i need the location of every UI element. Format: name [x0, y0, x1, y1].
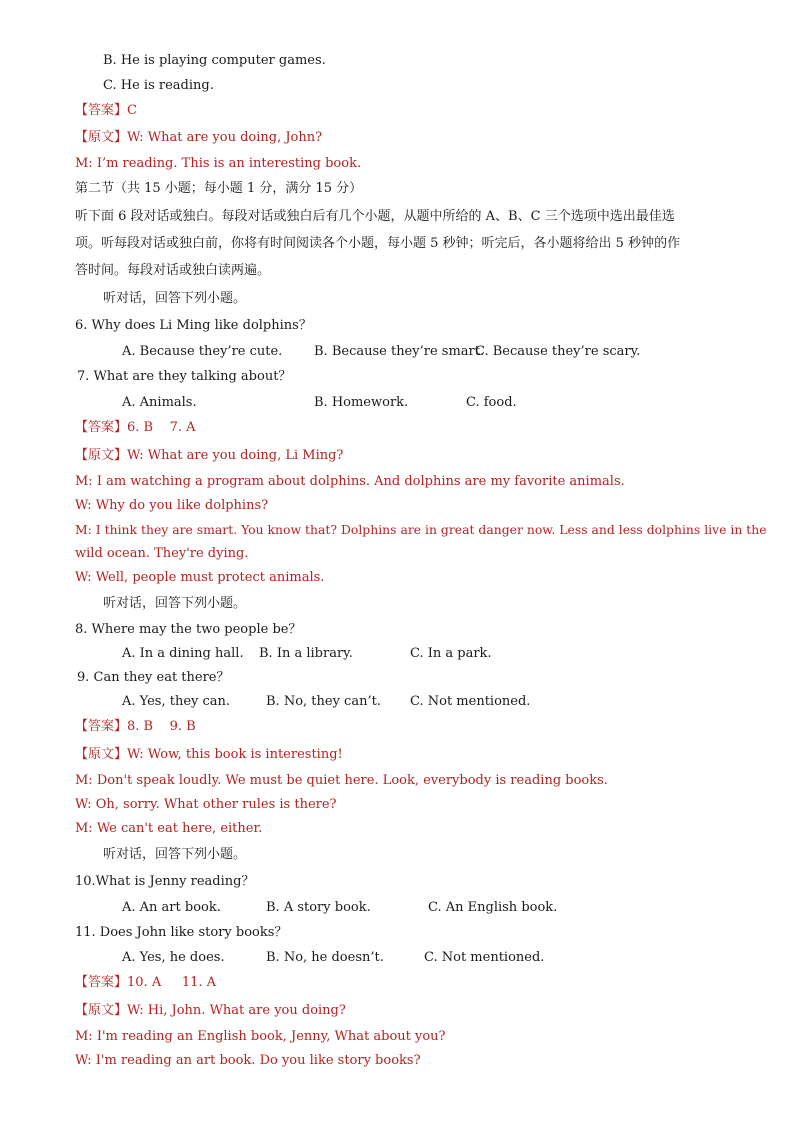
section-title: 第二节（共 15 小题；每小题 1 分，满分 15 分）	[75, 181, 363, 196]
q10-option-c: C. An English book.	[428, 900, 558, 915]
q6-option-c: C. Because they’re scary.	[475, 344, 641, 359]
answer-line	[75, 102, 137, 120]
answer-tag: 【答案】	[75, 719, 128, 734]
transcript-line	[75, 129, 322, 147]
question-6: 6. Why does Li Ming like dolphins？	[75, 318, 312, 333]
question-7: 7. What are they talking about？	[77, 369, 292, 384]
question-9: 9. Can they eat there？	[77, 670, 230, 685]
transcript-line: W: Why do you like dolphins?	[75, 498, 269, 513]
transcript-line	[75, 1002, 346, 1020]
answer-value: 10. A 11. A	[127, 975, 217, 990]
group-heading: 听对话，回答下列小题。	[103, 847, 247, 862]
answer-tag: 【答案】	[75, 975, 128, 990]
transcript-line: wild ocean. They're dying.	[75, 546, 249, 561]
question-8: 8. Where may the two people be？	[75, 622, 302, 637]
question-11: 11. Does John like story books？	[75, 925, 288, 940]
answer-value: C	[127, 103, 137, 118]
transcript-tag: 【原文】	[75, 1003, 128, 1018]
group-heading: 听对话，回答下列小题。	[103, 291, 247, 306]
answer-tag: 【答案】	[75, 103, 128, 118]
q6-option-a: A. Because they’re cute.	[122, 344, 283, 359]
transcript-line: W: Well, people must protect animals.	[75, 570, 325, 585]
transcript-line: M: I think they are smart. You know that? Dolphins are in great danger now. Less and less dolphins live in the	[75, 522, 767, 537]
q10-option-a: A. An art book.	[122, 900, 221, 915]
answer-value: 6. B 7. A	[127, 420, 196, 435]
transcript-line: M: I'm reading an English book, Jenny, What about you?	[75, 1029, 446, 1044]
transcript-text: W: Wow, this book is interesting!	[127, 747, 343, 762]
q10-option-b: B. A story book.	[266, 900, 371, 915]
transcript-tag: 【原文】	[75, 448, 128, 463]
group-heading: 听对话，回答下列小题。	[103, 596, 247, 611]
transcript-text: W: Hi, John. What are you doing?	[127, 1003, 346, 1018]
q6-option-b: B. Because they’re smart.	[314, 344, 485, 359]
instruction-line: 答时间。每段对话或独白读两遍。	[75, 263, 271, 278]
question-10: 10.What is Jenny reading？	[75, 874, 255, 889]
answer-line	[75, 718, 196, 736]
transcript-line: M: Don't speak loudly. We must be quiet here. Look, everybody is reading books.	[75, 773, 608, 788]
q11-option-b: B. No, he doesn’t.	[266, 950, 384, 965]
q9-option-b: B. No, they can’t.	[266, 694, 381, 709]
transcript-tag: 【原文】	[75, 747, 128, 762]
answer-line	[75, 974, 216, 992]
instruction-line: 听下面 6 段对话或独白。每段对话或独白后有几个小题，从题中所给的 A、B、C 三个选项中选出最佳选	[75, 209, 675, 224]
q11-option-c: C. Not mentioned.	[424, 950, 545, 965]
q8-option-a: A. In a dining hall.	[122, 646, 244, 661]
option-c: C. He is reading.	[103, 78, 214, 93]
answer-value: 8. B 9. B	[127, 719, 196, 734]
transcript-tag: 【原文】	[75, 130, 128, 145]
q11-option-a: A. Yes, he does.	[122, 950, 225, 965]
answer-line	[75, 419, 196, 437]
transcript-line: M: I am watching a program about dolphins. And dolphins are my favorite animals.	[75, 474, 625, 489]
q7-option-b: B. Homework.	[314, 395, 409, 410]
q7-option-c: C. food.	[466, 395, 517, 410]
answer-tag: 【答案】	[75, 420, 128, 435]
transcript-line: W: I'm reading an art book. Do you like story books?	[75, 1053, 421, 1068]
q9-option-c: C. Not mentioned.	[410, 694, 531, 709]
transcript-text: W: What are you doing, Li Ming?	[127, 448, 344, 463]
q8-option-b: B. In a library.	[259, 646, 353, 661]
q7-option-a: A. Animals.	[122, 395, 197, 410]
transcript-line: W: Oh, sorry. What other rules is there?	[75, 797, 337, 812]
instruction-line: 项。听每段对话或独白前，你将有时间阅读各个小题，每小题 5 秒钟；听完后，各小题将给出 5 秒钟的作	[75, 236, 681, 251]
q8-option-c: C. In a park.	[410, 646, 492, 661]
transcript-line: M: We can't eat here, either.	[75, 821, 263, 836]
transcript-text: W: What are you doing, John?	[127, 130, 323, 145]
option-b: B. He is playing computer games.	[103, 53, 326, 68]
q9-option-a: A. Yes, they can.	[122, 694, 231, 709]
transcript-line	[75, 746, 343, 764]
transcript-line	[75, 447, 343, 465]
transcript-line: M: I’m reading. This is an interesting book.	[75, 156, 362, 171]
